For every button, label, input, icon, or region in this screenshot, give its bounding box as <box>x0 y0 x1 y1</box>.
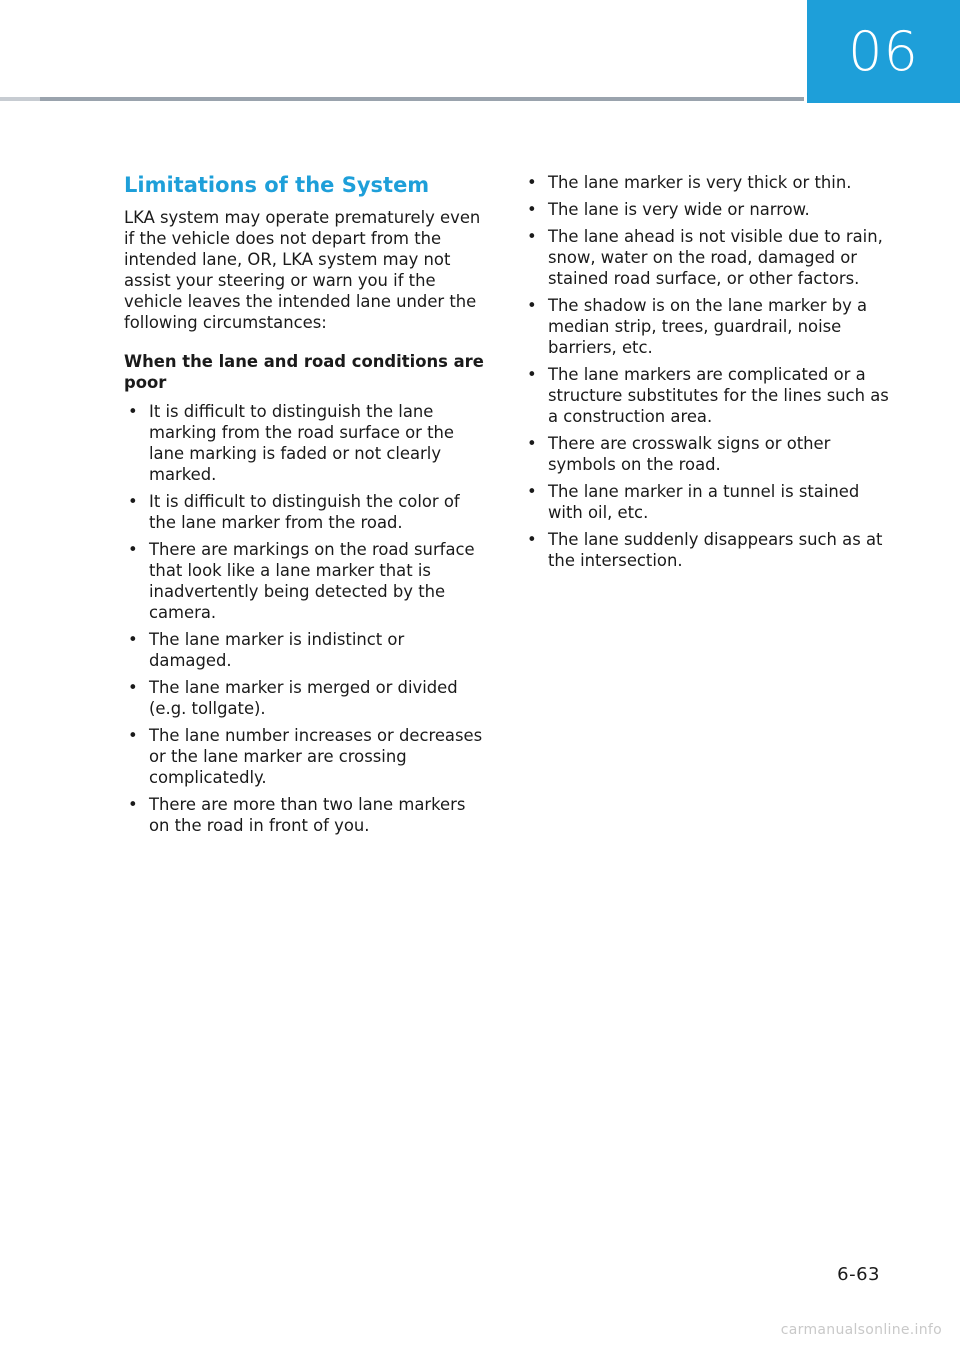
list-item <box>124 629 488 671</box>
list-item <box>523 172 891 193</box>
list-item-text: The lane marker is merged or divided (e.g. tollgate). <box>149 678 458 718</box>
list-item-text: The lane marker in a tunnel is stained with oil, etc. <box>548 482 860 522</box>
bullet-icon: • <box>128 540 138 559</box>
bullet-icon: • <box>527 434 537 453</box>
list-item-text: The lane marker is indistinct or damaged. <box>149 630 405 670</box>
bullet-icon: • <box>527 482 537 501</box>
list-item <box>523 295 891 358</box>
right-column <box>523 170 891 577</box>
intro-paragraph: LKA system may operate prematurely even if the vehicle does not depart from the intended lane, OR, LKA system may not assist your steering or warn you if the vehicle leaves the intended lane under the following circumstances: <box>124 208 481 332</box>
list-item-text: There are crosswalk signs or other symbols on the road. <box>548 434 831 474</box>
list-item-text: The shadow is on the lane marker by a median strip, trees, guardrail, noise barriers, etc. <box>548 296 868 357</box>
right-bullet-list <box>523 172 891 571</box>
bullet-icon: • <box>527 200 537 219</box>
bullet-icon: • <box>527 365 537 384</box>
left-bullet-list <box>124 401 488 836</box>
bullet-icon: • <box>128 726 138 745</box>
list-item <box>124 677 488 719</box>
list-item-text: The lane marker is very thick or thin. <box>548 173 852 192</box>
list-item <box>124 539 488 623</box>
list-item-text: The lane number increases or decreases or the lane marker are crossing complicatedly. <box>149 726 483 787</box>
bullet-icon: • <box>128 795 138 814</box>
chapter-tab <box>807 0 960 103</box>
left-column <box>124 170 488 842</box>
bullet-icon: • <box>527 173 537 192</box>
list-item <box>124 491 488 533</box>
list-item <box>523 481 891 523</box>
chapter-number: 06 <box>848 19 919 83</box>
watermark[interactable]: carmanualsonline.info <box>780 1322 942 1338</box>
bullet-icon: • <box>527 296 537 315</box>
list-item <box>523 529 891 571</box>
list-item-text: It is difficult to distinguish the color of the lane marker from the road. <box>149 492 460 532</box>
list-item <box>124 725 488 788</box>
list-item <box>523 226 891 289</box>
bullet-icon: • <box>527 530 537 549</box>
header-rule-accent <box>0 97 40 101</box>
list-item <box>523 364 891 427</box>
page-number: 6-63 <box>837 1264 880 1285</box>
list-item-text: The lane ahead is not visible due to rain, snow, water on the road, damaged or stained road surface, or other factors. <box>548 227 883 288</box>
bullet-icon: • <box>128 678 138 697</box>
bullet-icon: • <box>527 227 537 246</box>
list-item-text: It is difficult to distinguish the lane marking from the road surface or the lane marking is faded or not clearly marked. <box>149 402 454 484</box>
bullet-icon: • <box>128 630 138 649</box>
list-item-text: There are markings on the road surface that look like a lane marker that is inadvertently being detected by the camera. <box>149 540 475 622</box>
list-item <box>523 433 891 475</box>
header-rule <box>0 97 804 101</box>
section-title: Limitations of the System <box>124 173 430 197</box>
list-item-text: There are more than two lane markers on the road in front of you. <box>149 795 466 835</box>
list-item <box>124 794 488 836</box>
list-item <box>124 401 488 485</box>
list-item <box>523 199 891 220</box>
list-item-text: The lane is very wide or narrow. <box>548 200 810 219</box>
list-item-text: The lane suddenly disappears such as at the intersection. <box>548 530 883 570</box>
bullet-icon: • <box>128 402 138 421</box>
subheading: When the lane and road conditions are poor <box>124 352 484 392</box>
bullet-icon: • <box>128 492 138 511</box>
list-item-text: The lane markers are complicated or a structure substitutes for the lines such as a construction area. <box>548 365 889 426</box>
